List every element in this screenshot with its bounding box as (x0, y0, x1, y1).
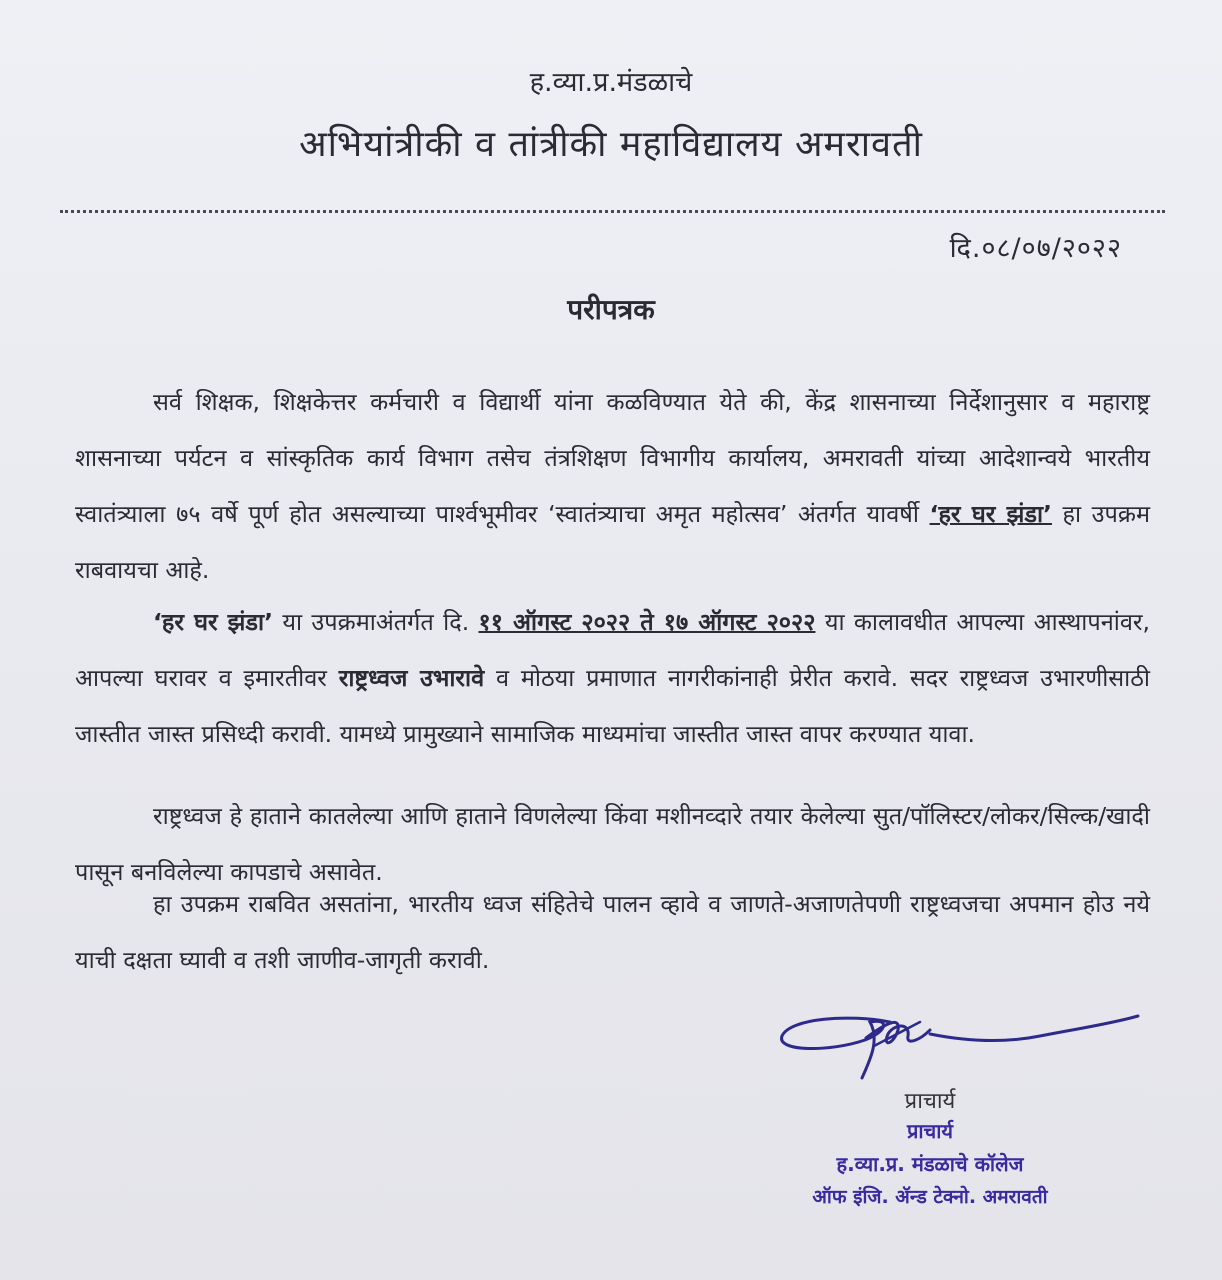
paragraph-3-text: राष्ट्रध्वज हे हाताने कातलेल्या आणि हाताने विणलेल्या किंवा मशीनव्दारे तयार केलेल्या सुत/पॉलिस्टर/लोकर/सिल्क/खादी पासून बनविलेल्या कापडाचे असावेत. (75, 802, 1150, 886)
principal-stamp (740, 1085, 1120, 1209)
society-name: ह.व्या.प्र.मंडळाचे (529, 67, 693, 98)
stamp-college-line-1: ह.व्या.प्र. मंडळाचे कॉलेज (836, 1152, 1024, 1176)
paragraph-4-text: हा उपक्रम राबवित असतांना, भारतीय ध्वज संहितेचे पालन व्हावे व जाणते-अजाणतेपणी राष्ट्रध्वजचा अपमान होउ नये याची दक्षता घ्यावी व तशी जाणीव-जागृती करावी. (75, 890, 1150, 974)
principal-designation: प्राचार्य (904, 1089, 956, 1114)
campaign-name-highlight: ‘हर घर झंडा’ (929, 500, 1052, 528)
circular-date: दि.०८/०७/२०२२ (949, 233, 1122, 264)
stamp-title: प्राचार्य (906, 1119, 954, 1143)
paragraph-4 (75, 876, 1150, 988)
hoist-flag-instruction: राष्ट्रध्वज उभारावे (338, 664, 485, 692)
paragraph-2-text-b: या कालावधीत आपल्या आस्थापनांवर, आपल्या घरावर व इमारतीवर (75, 608, 1150, 692)
paragraph-2-text-c: व मोठया प्रमाणात नागरीकांनाही प्रेरीत करावे. सदर राष्ट्रध्वज उभारणीसाठी जास्तीत जास्त प्रसिध्दी करावी. यामध्ये प्रामुख्याने सामाजिक माध्यमांचा जास्तीत जास्त वापर करण्यात यावा. (75, 664, 1150, 748)
paragraph-1 (75, 374, 1150, 598)
handwritten-signature (770, 1000, 1150, 1090)
campaign-name-lead: ‘हर घर झंडा’ (153, 608, 273, 636)
college-name: अभियांत्रीकी व तांत्रीकी महाविद्यालय अमरावती (299, 124, 923, 165)
stamp-college-line-2: ऑफ इंजि. ॲन्ड टेक्नो. अमरावती (812, 1186, 1048, 1208)
paragraph-2-text-a: या उपक्रमाअंतर्गत दि. (273, 608, 479, 636)
campaign-dates: ११ ऑगस्ट २०२२ ते १७ ऑगस्ट २०२२ (478, 608, 816, 636)
paragraph-1-end: हा उपक्रम राबवायचा आहे. (75, 500, 1151, 584)
paragraph-1-text: सर्व शिक्षक, शिक्षकेत्तर कर्मचारी व विद्यार्थी यांना कळविण्यात येते की, केंद्र शासनाच्या निर्देशानुसार व महाराष्ट्र शासनाच्या पर्यटन व सांस्कृतिक कार्य विभाग तसेच तंत्रशिक्षण विभागीय कार्यालय, अमरावती यांच्या आदेशान्वये भारतीय स्वातंत्र्याला ७५ वर्षे पूर्ण होत असल्याच्या पार्श्वभूमीवर ‘स्वातंत्र्याचा अमृत महोत्सव’ अंतर्गत यावर्षी (75, 388, 1150, 528)
dotted-divider (60, 210, 1165, 213)
paragraph-2 (75, 594, 1150, 762)
circular-heading: परीपत्रक (567, 293, 655, 326)
